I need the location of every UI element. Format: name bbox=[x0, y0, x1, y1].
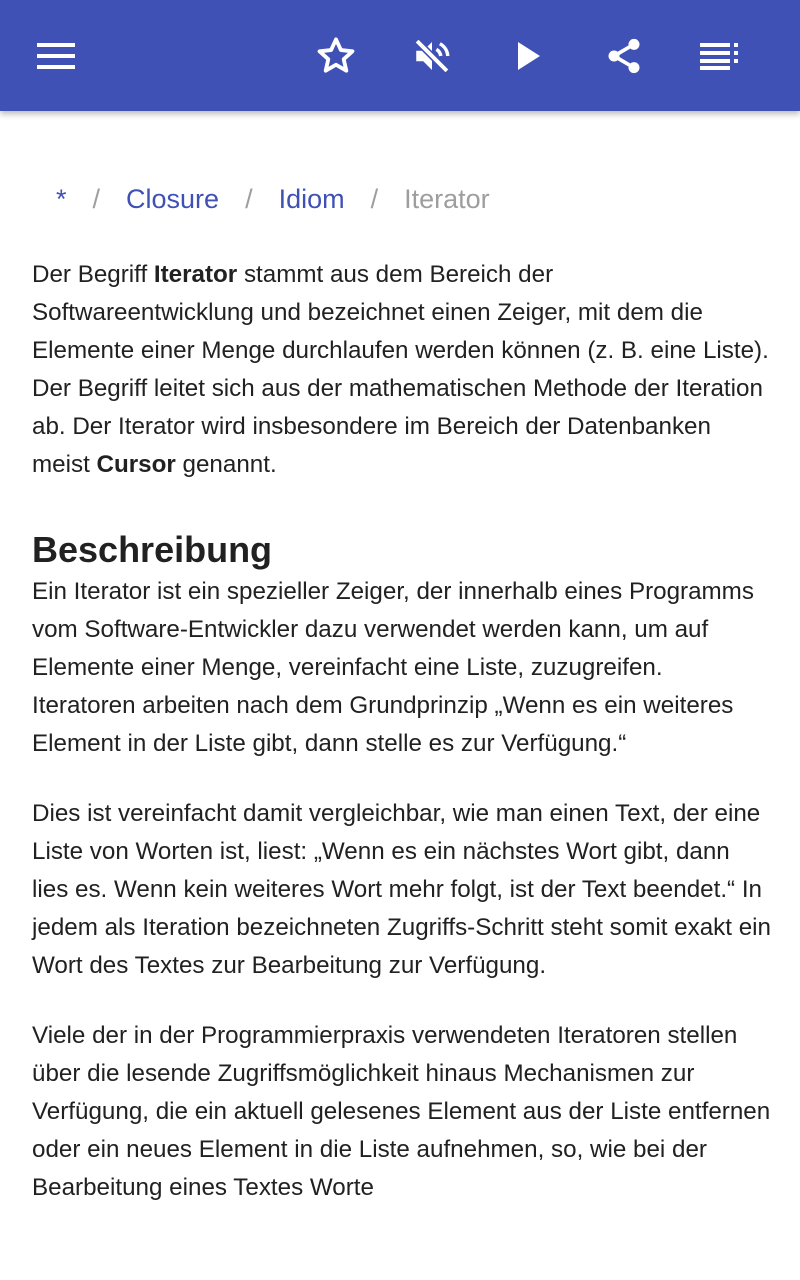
mute-button[interactable] bbox=[403, 27, 461, 85]
play-icon bbox=[514, 40, 544, 72]
share-icon bbox=[604, 35, 644, 77]
intro-text: Der Begriff bbox=[32, 261, 154, 288]
table-of-contents-button[interactable] bbox=[691, 27, 749, 85]
app-bar bbox=[0, 0, 800, 111]
term-iterator: Iterator bbox=[153, 261, 238, 288]
bookmark-button[interactable] bbox=[307, 27, 365, 85]
article-body bbox=[32, 256, 772, 1207]
breadcrumb-item-closure[interactable]: Closure bbox=[126, 184, 220, 214]
term-cursor: Cursor bbox=[96, 451, 176, 478]
body-paragraph: Viele der in der Programmierpraxis verwendeten Iteratoren stellen über die lesende Zugriffsmöglichkeit hinaus Mechanismen zur Verfügung, die ein aktuell gelesenes Element aus der Liste entfernen oder ein neues Element in die Liste aufnehmen, so, wie bei der Bearbeitung eines Textes Worte bbox=[32, 1022, 771, 1201]
star-outline-icon bbox=[315, 35, 357, 77]
play-button[interactable] bbox=[500, 27, 558, 85]
body-paragraph: Ein Iterator ist ein spezieller Zeiger, der innerhalb eines Programms vom Software-Entwickler dazu verwendet werden kann, um auf Elemente einer Menge, vereinfacht eine Liste, zuzugreifen. Iteratoren arbeiten nach dem Grundprinzip „Wenn es ein weiteres Element in der Liste gibt, dann stelle es zur Verfügung.“ bbox=[32, 578, 754, 757]
volume-off-icon bbox=[411, 35, 453, 77]
playlist-icon bbox=[700, 42, 740, 70]
breadcrumb-item-idiom[interactable]: Idiom bbox=[278, 184, 345, 214]
intro-paragraph bbox=[32, 256, 772, 484]
menu-button[interactable] bbox=[27, 27, 85, 85]
share-button[interactable] bbox=[595, 27, 653, 85]
breadcrumb-item-root[interactable]: * bbox=[56, 184, 67, 214]
menu-icon bbox=[37, 42, 75, 70]
intro-text: genannt. bbox=[175, 451, 277, 478]
section-heading: Beschreibung bbox=[32, 529, 273, 570]
breadcrumb-separator: / bbox=[92, 184, 101, 214]
breadcrumb-separator: / bbox=[245, 184, 253, 214]
breadcrumb-separator: / bbox=[370, 184, 379, 214]
breadcrumb-current: Iterator bbox=[404, 184, 490, 214]
breadcrumb bbox=[56, 179, 490, 219]
body-paragraph: Dies ist vereinfacht damit vergleichbar, wie man einen Text, der eine Liste von Worten ist, liest: „Wenn es ein nächstes Wort gibt, dann lies es. Wenn kein weiteres Wort mehr folgt, ist der Text beendet.“ In jedem als Iteration bezeichneten Zugriffs-Schritt steht somit exakt ein Wort des Textes zur Bearbeitung zur Verfügung. bbox=[32, 800, 771, 979]
intro-text: stammt aus dem Bereich der Softwareentwicklung und bezeichnet einen Zeiger, mit dem die Elemente einer Menge durchlaufen werden können (z. B. eine Liste). Der Begriff leitet sich aus der mathematischen Methode der Iteration ab. Der Iterator wird insbesondere im Bereich der Datenbanken meist bbox=[32, 261, 769, 478]
article-view bbox=[0, 111, 800, 1280]
